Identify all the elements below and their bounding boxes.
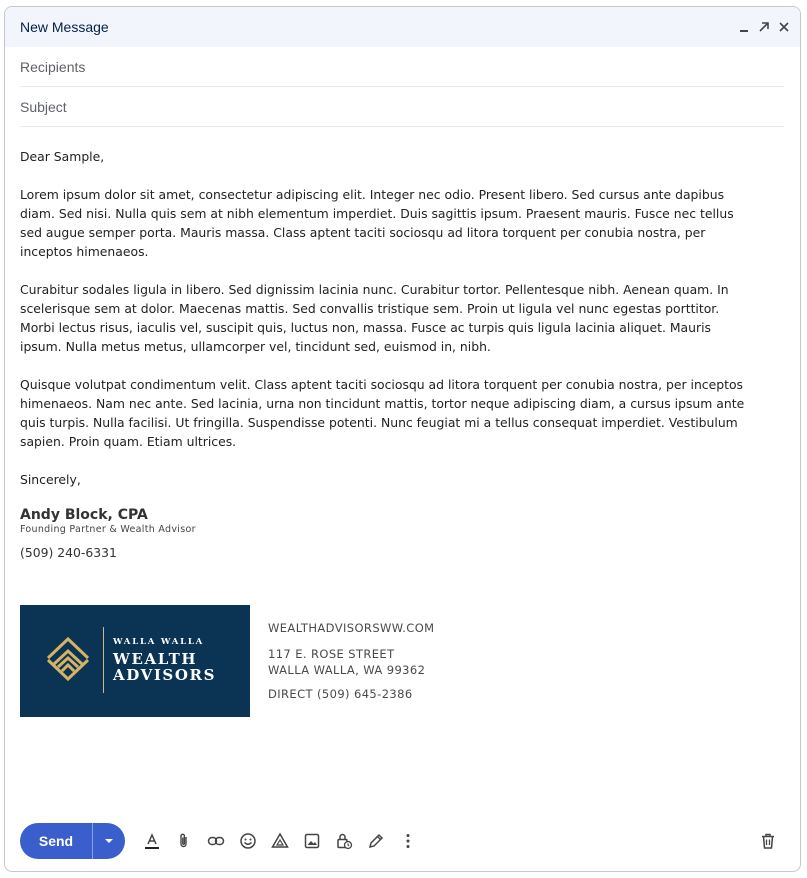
trash-icon[interactable] [752, 825, 784, 857]
subject-row [20, 87, 784, 127]
signature-contact-info [268, 621, 435, 702]
body-paragraph-1: Lorem ipsum dolor sit amet, consectetur adipiscing elit. Integer nec odio. Present libero. Sed cursus ante dapibus diam. Sed nisi. Nulla quis sem at nibh elementum imperdiet. Duis sagittis ipsum. Praesent mauris. Fusce nec tellus sed augue semper porta. Mauris massa. Class aptent taciti sociosqu ad litora torquent per conubia nostra, per inceptos himenaeos. [20, 187, 734, 259]
close-icon[interactable] [774, 17, 794, 37]
message-body[interactable] [20, 147, 750, 562]
compose-window [4, 6, 801, 872]
company-logo [20, 605, 250, 717]
signature-title: Founding Partner & Wealth Advisor [20, 524, 196, 535]
signature-phone: (509) 240-6331 [20, 545, 117, 560]
compose-titlebar[interactable] [5, 7, 800, 47]
caret-down-icon [103, 835, 115, 847]
signature-banner [20, 605, 435, 717]
closing: Sincerely, [20, 472, 81, 487]
direct-phone: DIRECT (509) 645-2386 [268, 687, 413, 701]
minimize-icon[interactable] [734, 17, 754, 37]
greeting: Dear Sample, [20, 149, 105, 164]
confidential-icon[interactable] [328, 825, 360, 857]
signature-icon[interactable] [360, 825, 392, 857]
pop-out-icon[interactable] [754, 17, 774, 37]
address-line-1: 117 E. ROSE STREET [268, 647, 395, 661]
logo-line-3: ADVISORS [113, 666, 217, 684]
recipients-row [20, 47, 784, 87]
more-options-icon[interactable] [392, 825, 424, 857]
chevron-logo-icon [44, 636, 94, 682]
image-icon[interactable] [296, 825, 328, 857]
address-line-2: WALLA WALLA, WA 99362 [268, 663, 426, 677]
logo-divider [103, 627, 104, 693]
attach-icon[interactable] [168, 825, 200, 857]
emoji-icon[interactable] [232, 825, 264, 857]
logo-line-1: WALLA WALLA [113, 637, 205, 647]
logo-line-2: WEALTH [113, 650, 198, 668]
body-paragraph-3: Quisque volutpat condimentum velit. Class aptent taciti sociosqu ad litora torquent per conubia nostra, per inceptos himenaeos. Nam nec ante. Sed lacinia, urna non tincidunt mattis, tortor neque adipiscing diam, a cursus ipsum ante quis turpis. Nulla facilisi. Ut fringilla. Suspendisse potenti. Nunc feugiat mi a tellus consequat imperdiet. Vestibulum sapien. Proin quam. Etiam ultrices. [20, 377, 745, 449]
link-icon[interactable] [200, 825, 232, 857]
subject-input[interactable] [20, 99, 784, 115]
drive-icon[interactable] [264, 825, 296, 857]
signature-name: Andy Block, CPA [20, 507, 148, 523]
body-paragraph-2: Curabitur sodales ligula in libero. Sed dignissim lacinia nunc. Curabitur tortor. Pellentesque nibh. Aenean quam. In scelerisque sem at dolor. Maecenas mattis. Sed convallis tristique sem. Proin ut ligula vel nunc egestas porttitor. Morbi lectus risus, iaculis vel, suscipit quis, luctus non, massa. Fusce ac turpis quis ligula lacinia aliquet. Mauris ipsum. Nulla metus metus, ullamcorper vel, tincidunt sed, euismod in, nibh. [20, 282, 729, 354]
recipients-input[interactable] [20, 59, 784, 75]
text-format-icon[interactable] [136, 825, 168, 857]
window-title: New Message [20, 19, 109, 35]
website-link[interactable]: WEALTHADVISORSWW.COM [268, 621, 435, 635]
send-button-group [20, 823, 125, 859]
compose-toolbar [20, 823, 784, 859]
send-button[interactable]: Send [38, 833, 74, 849]
send-options-button[interactable] [93, 823, 125, 859]
